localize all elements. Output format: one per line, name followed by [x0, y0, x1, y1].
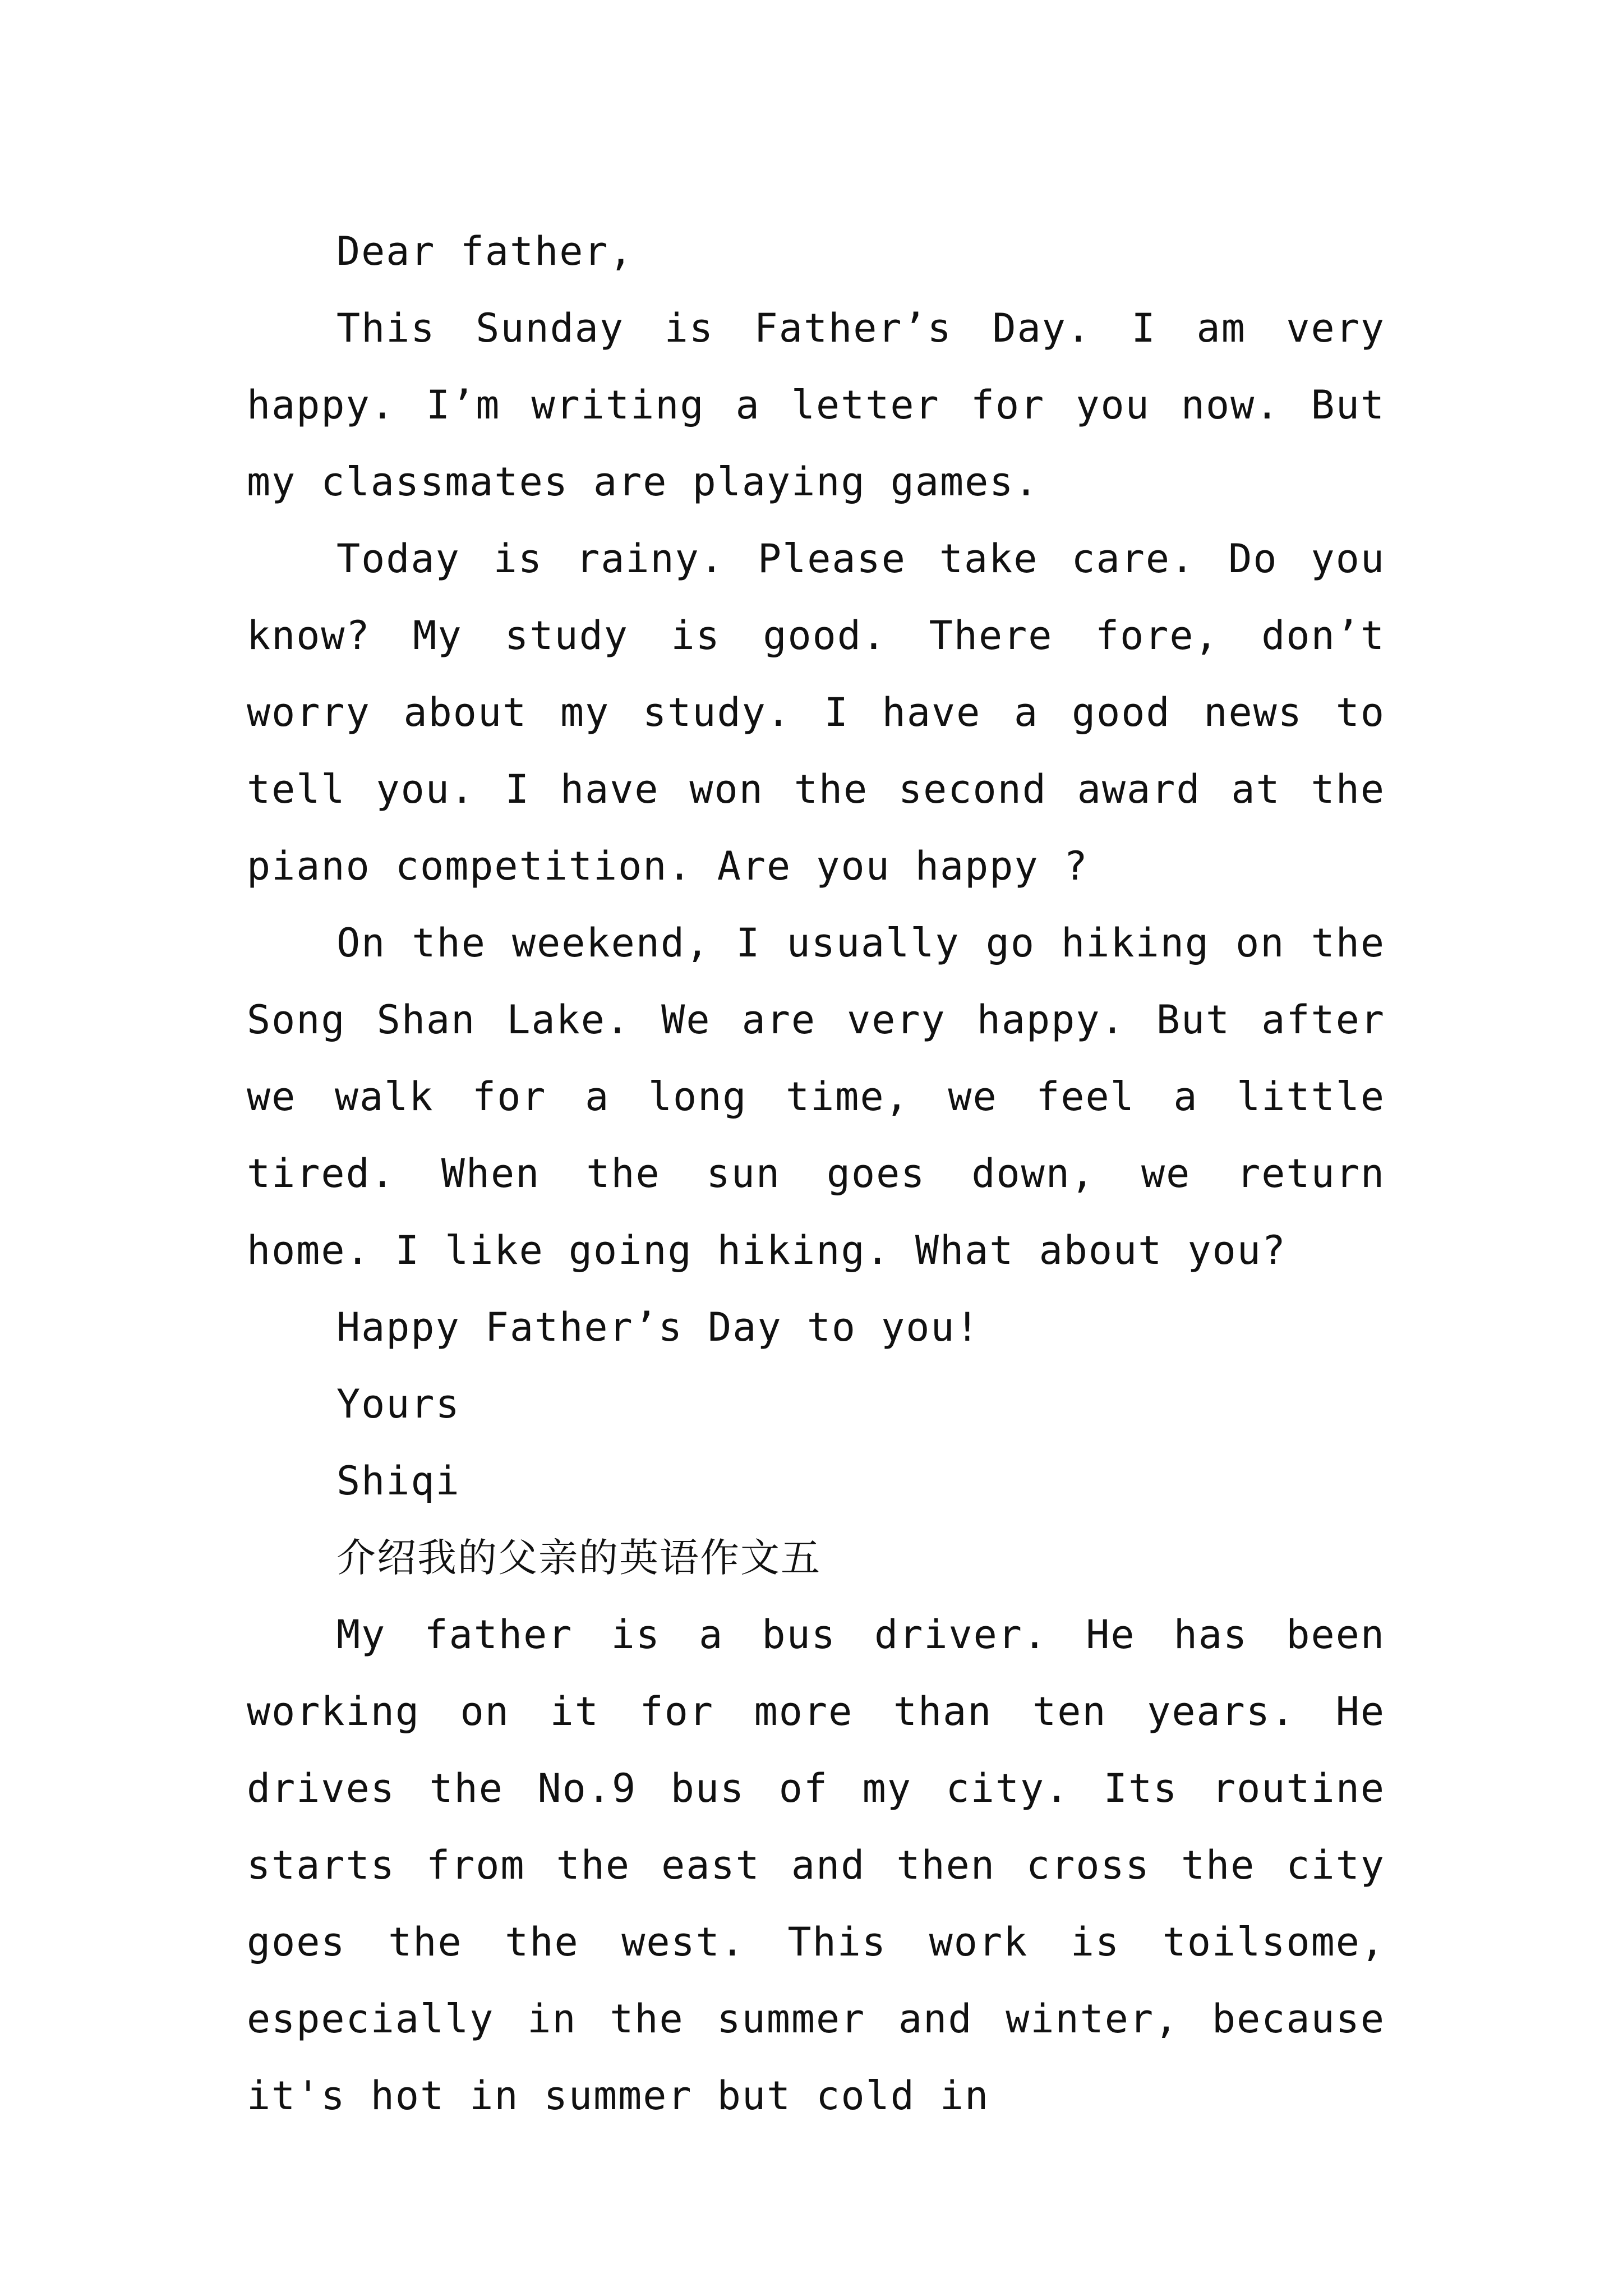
letter-paragraph: This Sunday is Father’s Day. I am very happy. I’m writing a letter for you now. But my classmates are playing games.	[247, 305, 1385, 505]
document-body	[247, 213, 1385, 2134]
letter-closing: Yours	[336, 1381, 460, 1427]
letter-paragraph: Today is rainy. Please take care. Do you know? My study is good. There fore, don’t worry about my study. I have a good news to tell you. I have won the second award at the piano competition. Are you happy ?	[247, 536, 1385, 889]
essay-paragraph: My father is a bus driver. He has been working on it for more than ten years. He drives the No.9 bus of my city. Its routine starts from the east and then cross the city goes the the west. This work is toilsome, especially in the summer and winter, because it's hot in summer but cold in	[247, 1612, 1385, 2119]
letter-wish: Happy Father’s Day to you!	[336, 1304, 980, 1350]
letter-paragraph: On the weekend, I usually go hiking on the Song Shan Lake. We are very happy. But after we walk for a long time, we feel a little tired. When the sun goes down, we return home. I like going hiking. What about you?	[247, 920, 1385, 1273]
essay-heading: 介绍我的父亲的英语作文五	[336, 1535, 821, 1581]
letter-signature: Shiqi	[336, 1458, 460, 1504]
letter-greeting: Dear father,	[336, 228, 634, 274]
